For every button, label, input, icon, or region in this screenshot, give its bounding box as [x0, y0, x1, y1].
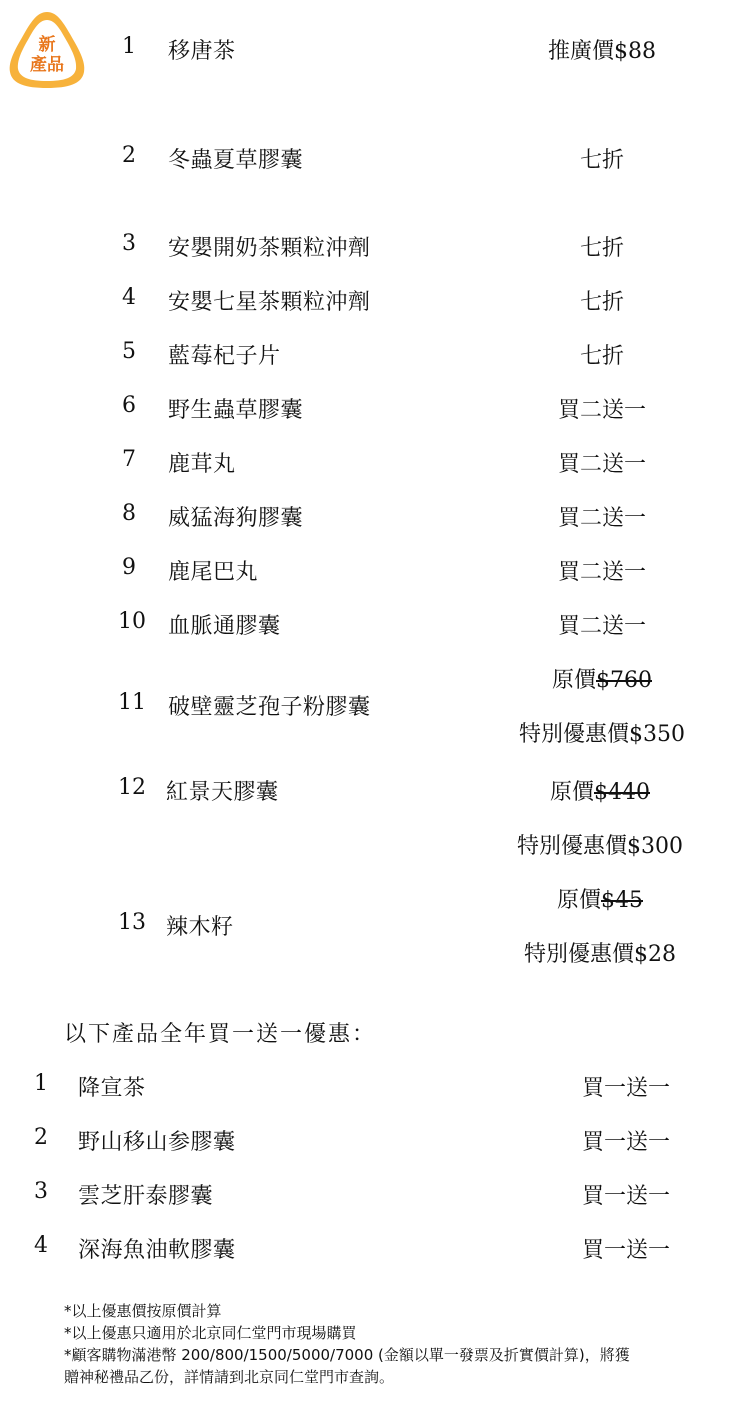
item-price: 七折	[579, 148, 624, 173]
bogo-number: 3	[34, 1179, 48, 1204]
item-price: 買二送一	[557, 452, 646, 477]
item-number: 1	[122, 34, 136, 59]
original-price	[480, 775, 720, 806]
bogo-price: 買一送一	[581, 1076, 670, 1101]
item-number: 2	[122, 143, 136, 168]
original-price	[480, 883, 720, 914]
item-number: 4	[122, 285, 136, 310]
bogo-name: 深海魚油軟膠囊	[78, 1238, 236, 1263]
bogo-price: 買一送一	[581, 1130, 670, 1155]
item-price: 買二送一	[557, 398, 646, 423]
item-name: 冬蟲夏草膠囊	[168, 148, 304, 173]
note-line: *以上優惠只適用於北京同仁堂門市現場購買	[64, 1324, 357, 1342]
item-price: 七折	[579, 290, 624, 315]
special-price: 特別優惠價$28	[524, 942, 676, 967]
item-name: 血脈通膠囊	[168, 614, 281, 639]
item-number: 5	[122, 339, 136, 364]
item-price: 七折	[579, 344, 624, 369]
item-number: 12	[118, 775, 146, 800]
item-name: 威猛海狗膠囊	[168, 506, 304, 531]
note-line: *顧客購物滿港幣 200/800/1500/5000/7000 (金額以單一發票及折實價計算)，將獲	[64, 1346, 630, 1364]
new-product-badge	[4, 6, 90, 90]
item-number: 8	[122, 501, 136, 526]
badge-line2: 產品	[30, 55, 64, 75]
original-price-label: 原價	[556, 888, 601, 913]
item-name: 野生蟲草膠囊	[168, 398, 304, 423]
item-name: 破壁靈芝孢子粉膠囊	[168, 695, 371, 720]
bogo-name: 降宣茶	[78, 1076, 146, 1101]
note-line: *以上優惠價按原價計算	[64, 1302, 222, 1320]
bogo-number: 4	[34, 1233, 48, 1258]
original-price	[482, 663, 722, 694]
bogo-price: 買一送一	[581, 1184, 670, 1209]
original-price-label: 原價	[549, 780, 594, 805]
note-line: 贈神秘禮品乙份，詳情請到北京同仁堂門市查詢。	[64, 1368, 395, 1386]
item-price: 推廣價$88	[548, 39, 656, 64]
badge-line1: 新	[38, 35, 56, 55]
item-name: 移唐茶	[168, 39, 236, 64]
item-price: 買二送一	[557, 506, 646, 531]
bogo-number: 2	[34, 1125, 48, 1150]
item-name: 鹿茸丸	[168, 452, 236, 477]
bogo-price: 買一送一	[581, 1238, 670, 1263]
item-number: 7	[122, 447, 136, 472]
original-price-value: $440	[594, 780, 650, 805]
item-name: 安嬰開奶茶顆粒沖劑	[168, 236, 371, 261]
bogo-name: 雲芝肝泰膠囊	[78, 1184, 214, 1209]
item-number: 11	[118, 690, 146, 715]
item-name: 辣木籽	[166, 915, 234, 940]
item-number: 9	[122, 555, 136, 580]
item-number: 6	[122, 393, 136, 418]
special-price: 特別優惠價$350	[519, 722, 685, 747]
item-number: 13	[118, 910, 146, 935]
item-price: 買二送一	[557, 614, 646, 639]
original-price-value: $760	[596, 668, 652, 693]
item-name: 鹿尾巴丸	[168, 560, 259, 585]
special-price: 特別優惠價$300	[517, 834, 683, 859]
item-number: 3	[122, 231, 136, 256]
notes	[64, 1300, 630, 1388]
item-name: 藍莓杞子片	[168, 344, 281, 369]
bogo-number: 1	[34, 1071, 48, 1096]
original-price-value: $45	[601, 888, 643, 913]
item-price: 買二送一	[557, 560, 646, 585]
item-price: 七折	[579, 236, 624, 261]
original-price-label: 原價	[551, 668, 596, 693]
bogo-name: 野山移山参膠囊	[78, 1130, 236, 1155]
item-number: 10	[118, 609, 146, 634]
bogo-heading: 以下產品全年買一送一優惠：	[64, 1022, 377, 1047]
item-name: 安嬰七星茶顆粒沖劑	[168, 290, 371, 315]
item-name: 紅景天膠囊	[166, 780, 279, 805]
